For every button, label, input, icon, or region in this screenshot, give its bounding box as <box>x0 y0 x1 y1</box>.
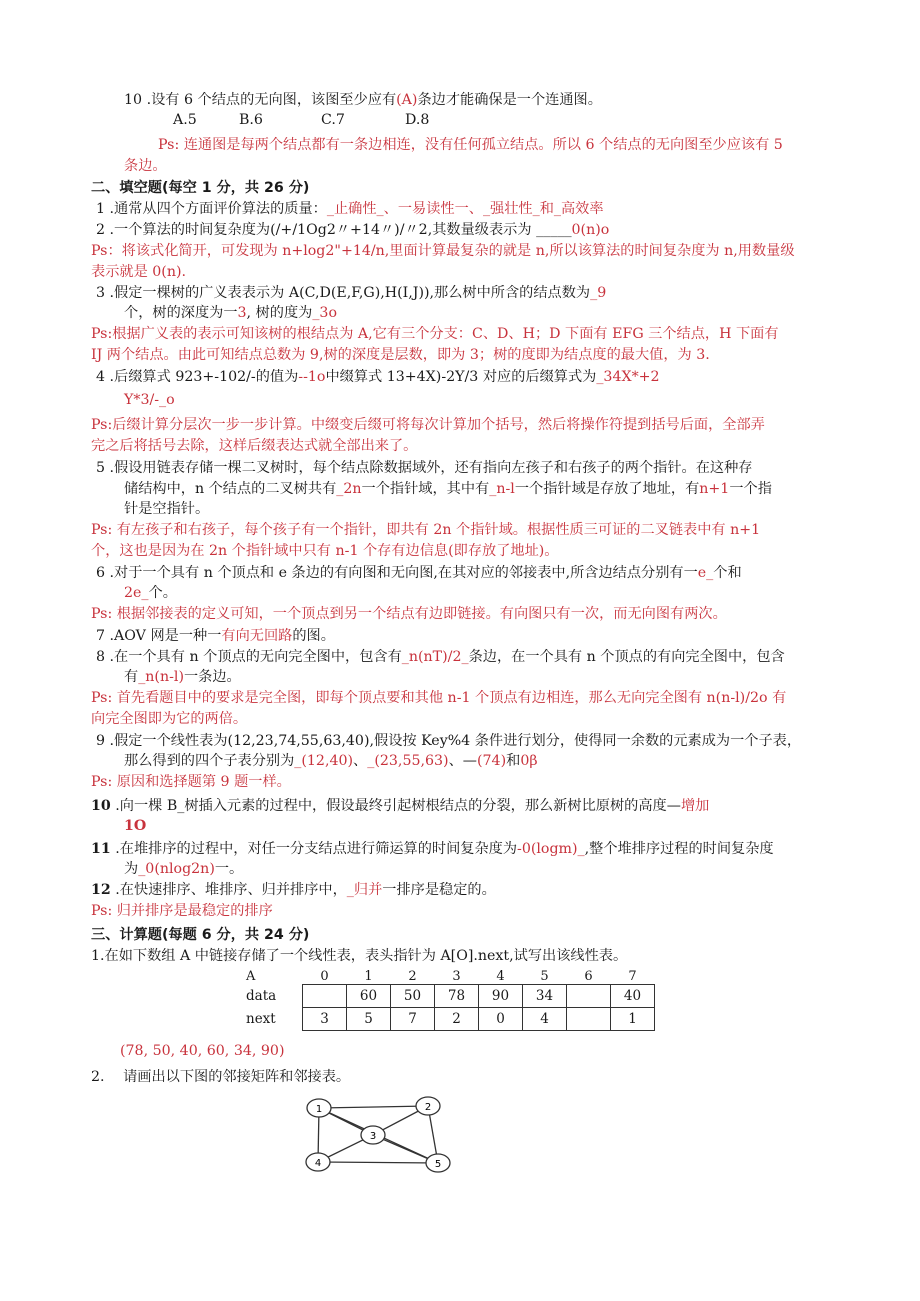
question-text: , 树的度为 <box>246 305 313 321</box>
question-text: 个和 <box>713 565 742 581</box>
fill-6-line2 <box>124 584 177 602</box>
question-text: .对于一个具有 n 个顶点和 e 条边的有向图和无向图,在其对应的邻接表中,所含边结点分别有一 <box>109 565 698 581</box>
answer: n+1 <box>699 481 730 497</box>
table-cell: 5 <box>347 1008 391 1031</box>
question-text: .后缀算式 923+-102/-的值为 <box>109 369 299 385</box>
table-cell: 0 <box>479 1008 523 1031</box>
question-10 <box>124 91 602 109</box>
explanation: Ps: 首先看题目中的要求是完全图，即每个顶点要和其他 n-1 个顶点有边相连，那么无向完全图有 n(n-l)/2o 有 <box>91 690 787 706</box>
question-text: 有 <box>124 669 139 685</box>
question-number: 5 <box>96 460 106 476</box>
array-table <box>242 968 655 1031</box>
index: 2 <box>408 968 417 984</box>
question-text: .假设用链表存储一棵二叉树时，每个结点除数据域外，还有指向左孩子和右孩子的两个指针。在这种存 <box>109 460 753 476</box>
explanation: 完之后将括号去除，这样后缀表达式就全部出来了。 <box>91 438 418 454</box>
table-cell: 40 <box>611 985 655 1008</box>
index: 4 <box>496 968 505 984</box>
question-text: 为 <box>124 861 139 877</box>
question-number: 9 <box>96 733 106 749</box>
question-text: .假定一棵树的广义表表示为 A(C,D(E,F,G),H(I,J)),那么树中所含的结点数为 <box>109 285 591 301</box>
explanation: Ps: 归并排序是最稳定的排序 <box>91 903 273 919</box>
option-d: D.8 <box>405 112 430 128</box>
node-label: 5 <box>434 1159 442 1170</box>
edge <box>319 1106 428 1108</box>
question-text: 一个指针域是存放了地址，有 <box>514 481 700 497</box>
answer: _3o <box>312 305 337 321</box>
table-cell <box>303 985 347 1008</box>
index: 5 <box>540 968 549 984</box>
answer: 有向无回路 <box>221 628 293 644</box>
separator: 、— <box>448 753 477 769</box>
explanation: IJ 两个结点。由此可知结点总数为 9,树的深度是层数，即为 3；树的度即为结点度的最大值，为 3. <box>91 347 710 363</box>
table-cell: 34 <box>523 985 567 1008</box>
question-number: 1 <box>96 201 106 217</box>
section-heading: 三、计算题(每题 6 分，共 24 分) <box>91 927 310 943</box>
answer: 0(n)o <box>571 222 610 238</box>
graph-diagram <box>295 1088 465 1178</box>
option-c: C.7 <box>321 112 345 128</box>
explanation: Ps: 连通图是每两个结点都有一条边相连，没有任何孤立结点。所以 6 个结点的无向图至少应该有 5 <box>158 137 783 153</box>
question-text: 个，树的深度为一 <box>124 305 238 321</box>
question-text: 一。 <box>214 861 244 877</box>
answer: 增加 <box>680 798 710 814</box>
question-text: 一个指针域，其中有 <box>361 481 490 497</box>
fill-10 <box>91 797 709 815</box>
question-text: 一个指 <box>729 481 772 497</box>
answer: _0(nlog2n) <box>138 861 215 877</box>
answer: Y*3/-_o <box>124 392 175 408</box>
fill-11 <box>91 840 774 858</box>
fill-2 <box>96 221 609 239</box>
option-a: A.5 <box>173 112 197 128</box>
node-label: 3 <box>369 1131 377 1142</box>
table-cell: 1 <box>611 1008 655 1031</box>
graph-node <box>416 1097 440 1115</box>
answer: _止确性_、一易读性一、_强壮性_和_高效率 <box>326 201 604 217</box>
answer: --1o <box>298 369 326 385</box>
question-text: .通常从四个方面评价算法的质量： <box>109 201 327 217</box>
node-label: 4 <box>314 1158 322 1169</box>
section-heading: 二、填空题(每空 1 分，共 26 分) <box>91 180 310 196</box>
fill-3 <box>96 284 606 302</box>
question-text: 储结构中，n 个结点的二叉树共有 <box>124 481 337 497</box>
answer: 1O <box>124 818 147 834</box>
graph-node <box>306 1153 330 1171</box>
question-text: .设有 6 个结点的无向图，该图至少应有 <box>146 92 397 108</box>
question-number: 6 <box>96 565 106 581</box>
table-cell: 4 <box>523 1008 567 1031</box>
answer: _2n <box>336 481 362 497</box>
table-cell: 3 <box>303 1008 347 1031</box>
answer: _34X*+2 <box>596 369 660 385</box>
question-text: 中缀算式 13+4X)-2Y/3 对应的后缀算式为 <box>325 369 597 385</box>
explanation: Ps:根据广义表的表示可知该树的根结点为 A,它有三个分支：C、D、H；D 下面有 EFG 三个结点，H 下面有 <box>91 326 779 342</box>
question-number: 11 <box>91 841 111 857</box>
fill-9-line2 <box>124 752 538 770</box>
question-number: 2. <box>91 1069 105 1085</box>
fill-12 <box>91 881 496 899</box>
question-text: .在快速排序、堆排序、归并排序中， <box>115 882 347 898</box>
graph-node <box>307 1099 331 1117</box>
index: 0 <box>320 968 329 984</box>
edge <box>318 1162 438 1163</box>
table-cell: 50 <box>391 985 435 1008</box>
table-cell: 90 <box>479 985 523 1008</box>
explanation: Ps: 有左孩子和右孩子，每个孩子有一个指针，即共有 2n 个指针域。根据性质三可证的二叉链表中有 n+1 <box>91 522 761 538</box>
question-text: .假定一个线性表为(12,23,74,55,63,40),假设按 Key%4 条件进行划分，使得同一余数的元素成为一个子表， <box>109 733 802 749</box>
answer: _(23,55,63) <box>367 753 449 769</box>
question-number: 12 <box>91 882 111 898</box>
answer: _9 <box>590 285 607 301</box>
explanation: 向完全图即为它的两倍。 <box>91 711 248 727</box>
calc-2 <box>91 1068 350 1086</box>
question-text: 一排序是稳定的。 <box>382 882 496 898</box>
answer: (74) <box>476 753 507 769</box>
separator: 和 <box>506 753 521 769</box>
table-row <box>242 1008 655 1031</box>
fill-1 <box>96 200 604 218</box>
answer: e_ <box>697 565 714 581</box>
question-text: 条边才能确保是一个连通图。 <box>417 92 602 108</box>
fill-5 <box>96 459 753 477</box>
question-text: .在堆排序的过程中，对任一分支结点进行筛运算的时间复杂度为 <box>115 841 518 857</box>
fill-9 <box>96 732 801 750</box>
answer: 2e_ <box>124 585 149 601</box>
table-cell: 2 <box>435 1008 479 1031</box>
answer: 3 <box>237 305 247 321</box>
question-text: 一条边。 <box>183 669 241 685</box>
table-row <box>242 985 655 1008</box>
table-cell: 7 <box>391 1008 435 1031</box>
explanation: Ps:后缀计算分层次一步一步计算。中缀变后缀可将每次计算加个括号，然后将操作符提到括号后面，全部弄 <box>91 417 765 433</box>
table-cell: 60 <box>347 985 391 1008</box>
index: 6 <box>584 968 593 984</box>
fill-8-line2 <box>124 668 241 686</box>
fill-3-line2 <box>124 304 337 322</box>
answer: 0β <box>520 753 538 769</box>
question-text: 请画出以下图的邻接矩阵和邻接表。 <box>123 1069 351 1085</box>
question-number: 2 <box>96 222 106 238</box>
answer: -0(logm)_ <box>517 841 585 857</box>
answer: _n(nT)/2_ <box>401 649 469 665</box>
question-text: .在一个具有 n 个顶点的无向完全图中，包含有 <box>109 649 402 665</box>
explanation: 个，这也是因为在 2n 个指针域中只有 n-1 个存有边信息(即存放了地址)。 <box>91 543 559 559</box>
fill-5-line3: 针是空指针。 <box>124 501 210 517</box>
question-number: 7 <box>96 628 106 644</box>
question-number: 3 <box>96 285 106 301</box>
index: 1 <box>364 968 373 984</box>
index: 3 <box>452 968 461 984</box>
array-name: A <box>246 968 256 984</box>
answer: (78, 50, 40, 60, 34, 90) <box>120 1043 285 1059</box>
node-label: 2 <box>424 1102 432 1113</box>
calc-1: 1.在如下数组 A 中链接存储了一个线性表，表头指针为 A[O].next,试写出该线性表。 <box>91 948 628 964</box>
fill-11-line2 <box>124 860 243 878</box>
question-number: 10 <box>124 92 143 108</box>
table-cell: 78 <box>435 985 479 1008</box>
table-cell <box>567 1008 611 1031</box>
question-text: .AOV 网是一种一 <box>109 628 222 644</box>
answer: _n-l <box>489 481 515 497</box>
row-label: next <box>246 1011 276 1027</box>
question-number: 8 <box>96 649 106 665</box>
answer: _n(n-l) <box>138 669 184 685</box>
question-text: .一个算法的时间复杂度为(/+/1Og2〃+14〃)/〃2,其数量级表示为 <box>109 222 532 238</box>
question-text: 的图。 <box>292 628 335 644</box>
option-b: B.6 <box>239 112 263 128</box>
explanation: 条边。 <box>124 158 167 174</box>
question-number: 10 <box>91 798 111 814</box>
question-text: 个。 <box>148 585 177 601</box>
explanation: Ps: 原因和选择题第 9 题一样。 <box>91 774 291 790</box>
fill-7 <box>96 627 335 645</box>
fill-6 <box>96 564 742 582</box>
fill-4 <box>96 368 660 386</box>
answer: _(12,40) <box>294 753 354 769</box>
answer: _归并 <box>346 882 383 898</box>
explanation: 表示就是 0(n). <box>91 264 187 280</box>
fill-8 <box>96 648 785 666</box>
node-label: 1 <box>315 1104 323 1115</box>
graph-node <box>361 1126 385 1144</box>
separator: 、 <box>353 753 368 769</box>
answer: (A) <box>396 92 418 108</box>
row-label: data <box>246 988 277 1004</box>
blank: _____ <box>536 222 572 238</box>
explanation: Ps：将该式化简开，可发现为 n+log2"+14/n,里面计算最复杂的就是 n,所以该算法的时间复杂度为 n,用数量级 <box>91 243 795 259</box>
question-text: .向一棵 B_树插入元素的过程中，假设最终引起树根结点的分裂，那么新树比原树的高度— <box>115 798 681 814</box>
index-row <box>242 968 655 985</box>
fill-5-line2 <box>124 480 772 498</box>
question-text: 那么得到的四个子表分别为 <box>124 753 295 769</box>
index: 7 <box>628 968 637 984</box>
question-text: 条边，在一个具有 n 个顶点的有向完全图中，包含 <box>468 649 785 665</box>
question-number: 4 <box>96 369 106 385</box>
table-cell <box>567 985 611 1008</box>
question-text: ,整个堆排序过程的时间复杂度 <box>584 841 774 857</box>
explanation: Ps: 根据邻接表的定义可知，一个顶点到另一个结点有边即链接。有向图只有一次，而无向图有两次。 <box>91 606 727 622</box>
graph-node <box>426 1154 450 1172</box>
